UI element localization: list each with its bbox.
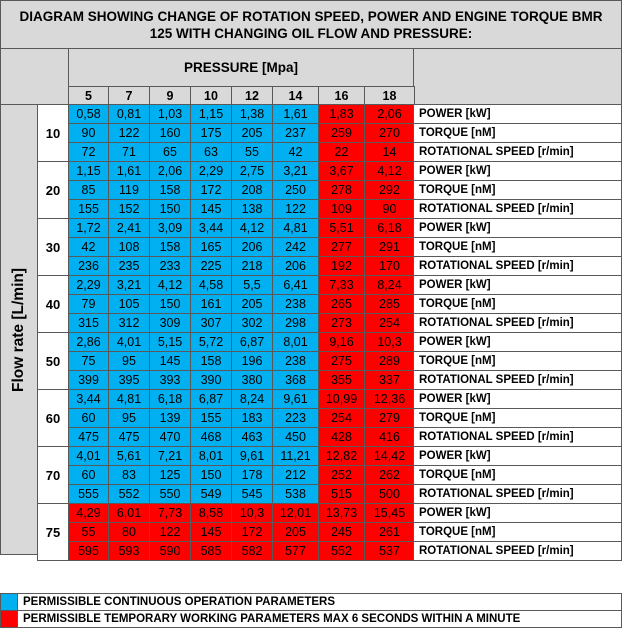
value-cell: 252 bbox=[318, 465, 365, 485]
value-cell: 79 bbox=[68, 294, 109, 314]
pressure-col-9: 9 bbox=[149, 86, 191, 106]
value-cell: 158 bbox=[149, 237, 191, 257]
value-cell: 275 bbox=[318, 351, 365, 371]
value-cell: 65 bbox=[149, 142, 191, 162]
value-cell: 42 bbox=[272, 142, 319, 162]
value-cell: 225 bbox=[190, 256, 232, 276]
value-cell: 552 bbox=[318, 541, 365, 561]
value-cell: 4,12 bbox=[231, 218, 273, 238]
value-cell: 95 bbox=[108, 408, 150, 428]
value-cell: 0,81 bbox=[108, 104, 150, 124]
flow-rate-75: 75 bbox=[37, 503, 69, 561]
flow-rate-header: Flow rate [L/min] bbox=[10, 267, 27, 392]
value-cell: 108 bbox=[108, 237, 150, 257]
value-cell: 139 bbox=[149, 408, 191, 428]
value-cell: 170 bbox=[364, 256, 415, 276]
pressure-col-16: 16 bbox=[318, 86, 365, 106]
value-cell: 537 bbox=[364, 541, 415, 561]
pressure-col-14: 14 bbox=[272, 86, 319, 106]
value-cell: 205 bbox=[231, 294, 273, 314]
value-cell: 155 bbox=[68, 199, 109, 219]
value-cell: 183 bbox=[231, 408, 273, 428]
value-cell: 60 bbox=[68, 465, 109, 485]
value-cell: 145 bbox=[190, 522, 232, 542]
table-title: DIAGRAM SHOWING CHANGE OF ROTATION SPEED, POWER AND ENGINE TORQUE BMR 125 WITH CHANGING OIL FLOW AND PRESSURE: bbox=[0, 0, 622, 49]
value-cell: 3,67 bbox=[318, 161, 365, 181]
value-cell: 2,29 bbox=[190, 161, 232, 181]
value-cell: 9,61 bbox=[272, 389, 319, 409]
value-cell: 196 bbox=[231, 351, 273, 371]
value-cell: 71 bbox=[108, 142, 150, 162]
value-cell: 270 bbox=[364, 123, 415, 143]
value-cell: 172 bbox=[190, 180, 232, 200]
value-cell: 475 bbox=[68, 427, 109, 447]
value-cell: 475 bbox=[108, 427, 150, 447]
value-cell: 555 bbox=[68, 484, 109, 504]
value-cell: 273 bbox=[318, 313, 365, 333]
value-cell: 236 bbox=[68, 256, 109, 276]
value-cell: 0,58 bbox=[68, 104, 109, 124]
value-cell: 85 bbox=[68, 180, 109, 200]
flow-rate-20: 20 bbox=[37, 161, 69, 219]
value-cell: 6,41 bbox=[272, 275, 319, 295]
value-cell: 6,01 bbox=[108, 503, 150, 523]
value-cell: 12,82 bbox=[318, 446, 365, 466]
value-cell: 393 bbox=[149, 370, 191, 390]
value-cell: 109 bbox=[318, 199, 365, 219]
value-cell: 160 bbox=[149, 123, 191, 143]
value-cell: 150 bbox=[149, 199, 191, 219]
value-cell: 380 bbox=[231, 370, 273, 390]
flow-rate-10: 10 bbox=[37, 104, 69, 162]
value-cell: 172 bbox=[231, 522, 273, 542]
value-cell: 590 bbox=[149, 541, 191, 561]
row-label-power: POWER [kW] bbox=[413, 275, 622, 295]
value-cell: 10,3 bbox=[231, 503, 273, 523]
value-cell: 278 bbox=[318, 180, 365, 200]
value-cell: 355 bbox=[318, 370, 365, 390]
value-cell: 72 bbox=[68, 142, 109, 162]
value-cell: 14,42 bbox=[364, 446, 415, 466]
value-cell: 2,86 bbox=[68, 332, 109, 352]
value-cell: 161 bbox=[190, 294, 232, 314]
value-cell: 549 bbox=[190, 484, 232, 504]
value-cell: 1,72 bbox=[68, 218, 109, 238]
row-label-speed: ROTATIONAL SPEED [r/min] bbox=[413, 199, 622, 219]
value-cell: 593 bbox=[108, 541, 150, 561]
flow-rate-header-cell bbox=[0, 104, 38, 555]
value-cell: 582 bbox=[231, 541, 273, 561]
value-cell: 223 bbox=[272, 408, 319, 428]
value-cell: 259 bbox=[318, 123, 365, 143]
value-cell: 285 bbox=[364, 294, 415, 314]
value-cell: 552 bbox=[108, 484, 150, 504]
value-cell: 119 bbox=[108, 180, 150, 200]
value-cell: 289 bbox=[364, 351, 415, 371]
value-cell: 2,29 bbox=[68, 275, 109, 295]
value-cell: 262 bbox=[364, 465, 415, 485]
value-cell: 13,73 bbox=[318, 503, 365, 523]
row-label-torque: TORQUE [nM] bbox=[413, 408, 622, 428]
row-label-power: POWER [kW] bbox=[413, 332, 622, 352]
value-cell: 3,21 bbox=[108, 275, 150, 295]
value-cell: 105 bbox=[108, 294, 150, 314]
value-cell: 5,61 bbox=[108, 446, 150, 466]
value-cell: 206 bbox=[231, 237, 273, 257]
value-cell: 8,01 bbox=[272, 332, 319, 352]
row-label-speed: ROTATIONAL SPEED [r/min] bbox=[413, 541, 622, 561]
value-cell: 212 bbox=[272, 465, 319, 485]
value-cell: 277 bbox=[318, 237, 365, 257]
row-label-speed: ROTATIONAL SPEED [r/min] bbox=[413, 427, 622, 447]
value-cell: 1,38 bbox=[231, 104, 273, 124]
value-cell: 145 bbox=[190, 199, 232, 219]
value-cell: 2,41 bbox=[108, 218, 150, 238]
value-cell: 1,15 bbox=[68, 161, 109, 181]
value-cell: 450 bbox=[272, 427, 319, 447]
pressure-col-18: 18 bbox=[364, 86, 415, 106]
value-cell: 595 bbox=[68, 541, 109, 561]
value-cell: 122 bbox=[149, 522, 191, 542]
value-cell: 245 bbox=[318, 522, 365, 542]
value-cell: 538 bbox=[272, 484, 319, 504]
value-cell: 279 bbox=[364, 408, 415, 428]
value-cell: 254 bbox=[318, 408, 365, 428]
value-cell: 368 bbox=[272, 370, 319, 390]
value-cell: 178 bbox=[231, 465, 273, 485]
value-cell: 90 bbox=[68, 123, 109, 143]
value-cell: 152 bbox=[108, 199, 150, 219]
value-cell: 250 bbox=[272, 180, 319, 200]
value-cell: 302 bbox=[231, 313, 273, 333]
value-cell: 8,58 bbox=[190, 503, 232, 523]
value-cell: 399 bbox=[68, 370, 109, 390]
value-cell: 1,61 bbox=[108, 161, 150, 181]
value-cell: 4,01 bbox=[68, 446, 109, 466]
value-cell: 9,61 bbox=[231, 446, 273, 466]
value-cell: 1,83 bbox=[318, 104, 365, 124]
value-cell: 206 bbox=[272, 256, 319, 276]
pressure-col-7: 7 bbox=[108, 86, 150, 106]
label-header-blank bbox=[413, 48, 622, 105]
value-cell: 1,15 bbox=[190, 104, 232, 124]
value-cell: 3,09 bbox=[149, 218, 191, 238]
flow-rate-30: 30 bbox=[37, 218, 69, 276]
value-cell: 4,12 bbox=[149, 275, 191, 295]
value-cell: 175 bbox=[190, 123, 232, 143]
flow-rate-40: 40 bbox=[37, 275, 69, 333]
pressure-col-12: 12 bbox=[231, 86, 273, 106]
value-cell: 150 bbox=[149, 294, 191, 314]
value-cell: 158 bbox=[149, 180, 191, 200]
row-label-power: POWER [kW] bbox=[413, 389, 622, 409]
row-label-speed: ROTATIONAL SPEED [r/min] bbox=[413, 313, 622, 333]
value-cell: 11,21 bbox=[272, 446, 319, 466]
flow-rate-60: 60 bbox=[37, 389, 69, 447]
value-cell: 585 bbox=[190, 541, 232, 561]
value-cell: 10,99 bbox=[318, 389, 365, 409]
value-cell: 6,18 bbox=[149, 389, 191, 409]
value-cell: 138 bbox=[231, 199, 273, 219]
value-cell: 9,16 bbox=[318, 332, 365, 352]
value-cell: 292 bbox=[364, 180, 415, 200]
value-cell: 122 bbox=[108, 123, 150, 143]
value-cell: 7,33 bbox=[318, 275, 365, 295]
value-cell: 312 bbox=[108, 313, 150, 333]
value-cell: 5,5 bbox=[231, 275, 273, 295]
value-cell: 14 bbox=[364, 142, 415, 162]
value-cell: 75 bbox=[68, 351, 109, 371]
value-cell: 95 bbox=[108, 351, 150, 371]
value-cell: 390 bbox=[190, 370, 232, 390]
value-cell: 5,51 bbox=[318, 218, 365, 238]
value-cell: 307 bbox=[190, 313, 232, 333]
value-cell: 235 bbox=[108, 256, 150, 276]
value-cell: 254 bbox=[364, 313, 415, 333]
pressure-col-10: 10 bbox=[190, 86, 232, 106]
value-cell: 4,58 bbox=[190, 275, 232, 295]
value-cell: 158 bbox=[190, 351, 232, 371]
value-cell: 500 bbox=[364, 484, 415, 504]
pressure-col-5: 5 bbox=[68, 86, 109, 106]
value-cell: 90 bbox=[364, 199, 415, 219]
value-cell: 63 bbox=[190, 142, 232, 162]
value-cell: 1,03 bbox=[149, 104, 191, 124]
value-cell: 155 bbox=[190, 408, 232, 428]
value-cell: 150 bbox=[190, 465, 232, 485]
value-cell: 315 bbox=[68, 313, 109, 333]
value-cell: 237 bbox=[272, 123, 319, 143]
value-cell: 83 bbox=[108, 465, 150, 485]
value-cell: 80 bbox=[108, 522, 150, 542]
value-cell: 60 bbox=[68, 408, 109, 428]
value-cell: 205 bbox=[272, 522, 319, 542]
value-cell: 2,06 bbox=[149, 161, 191, 181]
value-cell: 12,01 bbox=[272, 503, 319, 523]
value-cell: 4,12 bbox=[364, 161, 415, 181]
row-label-power: POWER [kW] bbox=[413, 446, 622, 466]
legend-temporary-swatch bbox=[0, 610, 18, 628]
value-cell: 208 bbox=[231, 180, 273, 200]
value-cell: 238 bbox=[272, 351, 319, 371]
value-cell: 15,45 bbox=[364, 503, 415, 523]
value-cell: 468 bbox=[190, 427, 232, 447]
row-label-power: POWER [kW] bbox=[413, 503, 622, 523]
value-cell: 12,36 bbox=[364, 389, 415, 409]
value-cell: 4,81 bbox=[108, 389, 150, 409]
value-cell: 470 bbox=[149, 427, 191, 447]
row-label-speed: ROTATIONAL SPEED [r/min] bbox=[413, 370, 622, 390]
value-cell: 192 bbox=[318, 256, 365, 276]
row-label-torque: TORQUE [nM] bbox=[413, 465, 622, 485]
flow-rate-70: 70 bbox=[37, 446, 69, 504]
value-cell: 242 bbox=[272, 237, 319, 257]
value-cell: 515 bbox=[318, 484, 365, 504]
value-cell: 309 bbox=[149, 313, 191, 333]
value-cell: 428 bbox=[318, 427, 365, 447]
value-cell: 238 bbox=[272, 294, 319, 314]
value-cell: 145 bbox=[149, 351, 191, 371]
value-cell: 5,15 bbox=[149, 332, 191, 352]
value-cell: 7,73 bbox=[149, 503, 191, 523]
row-label-speed: ROTATIONAL SPEED [r/min] bbox=[413, 256, 622, 276]
legend-continuous-label: PERMISSIBLE CONTINUOUS OPERATION PARAMETERS bbox=[17, 593, 622, 611]
value-cell: 122 bbox=[272, 199, 319, 219]
value-cell: 1,61 bbox=[272, 104, 319, 124]
value-cell: 4,01 bbox=[108, 332, 150, 352]
value-cell: 463 bbox=[231, 427, 273, 447]
value-cell: 8,24 bbox=[364, 275, 415, 295]
value-cell: 218 bbox=[231, 256, 273, 276]
value-cell: 6,87 bbox=[190, 389, 232, 409]
legend-temporary-label: PERMISSIBLE TEMPORARY WORKING PARAMETERS MAX 6 SECONDS WITHIN A MINUTE bbox=[17, 610, 622, 628]
row-label-torque: TORQUE [nM] bbox=[413, 123, 622, 143]
value-cell: 3,44 bbox=[68, 389, 109, 409]
value-cell: 3,21 bbox=[272, 161, 319, 181]
value-cell: 2,06 bbox=[364, 104, 415, 124]
value-cell: 6,18 bbox=[364, 218, 415, 238]
value-cell: 550 bbox=[149, 484, 191, 504]
row-label-speed: ROTATIONAL SPEED [r/min] bbox=[413, 484, 622, 504]
corner-cell bbox=[0, 48, 69, 105]
row-label-torque: TORQUE [nM] bbox=[413, 237, 622, 257]
value-cell: 42 bbox=[68, 237, 109, 257]
value-cell: 205 bbox=[231, 123, 273, 143]
value-cell: 298 bbox=[272, 313, 319, 333]
value-cell: 165 bbox=[190, 237, 232, 257]
value-cell: 6,87 bbox=[231, 332, 273, 352]
pressure-header: PRESSURE [Mpa] bbox=[68, 48, 414, 87]
value-cell: 545 bbox=[231, 484, 273, 504]
value-cell: 337 bbox=[364, 370, 415, 390]
value-cell: 265 bbox=[318, 294, 365, 314]
row-label-torque: TORQUE [nM] bbox=[413, 351, 622, 371]
row-label-speed: ROTATIONAL SPEED [r/min] bbox=[413, 142, 622, 162]
value-cell: 577 bbox=[272, 541, 319, 561]
row-label-torque: TORQUE [nM] bbox=[413, 180, 622, 200]
value-cell: 416 bbox=[364, 427, 415, 447]
row-label-power: POWER [kW] bbox=[413, 161, 622, 181]
value-cell: 261 bbox=[364, 522, 415, 542]
value-cell: 125 bbox=[149, 465, 191, 485]
row-label-power: POWER [kW] bbox=[413, 218, 622, 238]
value-cell: 291 bbox=[364, 237, 415, 257]
value-cell: 3,44 bbox=[190, 218, 232, 238]
value-cell: 8,24 bbox=[231, 389, 273, 409]
value-cell: 4,81 bbox=[272, 218, 319, 238]
value-cell: 7,21 bbox=[149, 446, 191, 466]
value-cell: 10,3 bbox=[364, 332, 415, 352]
value-cell: 22 bbox=[318, 142, 365, 162]
value-cell: 395 bbox=[108, 370, 150, 390]
row-label-torque: TORQUE [nM] bbox=[413, 522, 622, 542]
row-label-torque: TORQUE [nM] bbox=[413, 294, 622, 314]
value-cell: 5,72 bbox=[190, 332, 232, 352]
row-label-power: POWER [kW] bbox=[413, 104, 622, 124]
value-cell: 55 bbox=[68, 522, 109, 542]
legend-continuous-swatch bbox=[0, 593, 18, 611]
value-cell: 55 bbox=[231, 142, 273, 162]
flow-rate-50: 50 bbox=[37, 332, 69, 390]
value-cell: 2,75 bbox=[231, 161, 273, 181]
value-cell: 4,29 bbox=[68, 503, 109, 523]
value-cell: 8,01 bbox=[190, 446, 232, 466]
value-cell: 233 bbox=[149, 256, 191, 276]
